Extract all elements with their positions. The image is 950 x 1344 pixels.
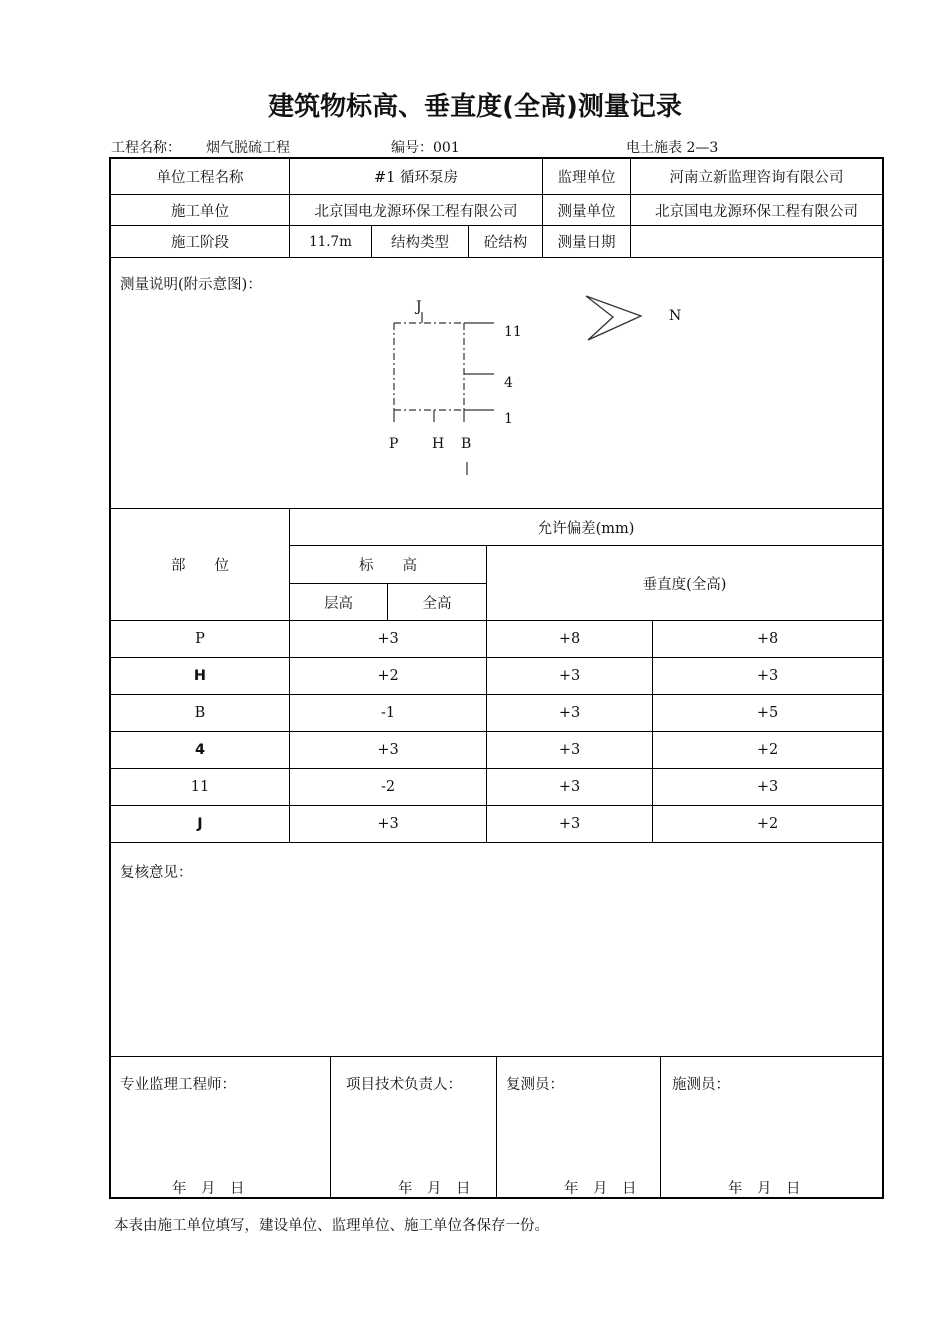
row-vertical-2: +2	[756, 742, 779, 758]
north-arrow-icon	[586, 296, 641, 340]
row-vertical-1: +3	[558, 742, 581, 758]
label-b: B	[461, 436, 472, 452]
row-vertical-2: +8	[756, 631, 779, 647]
tolerance-header: 允许偏差(mm)	[537, 520, 635, 537]
page-title: 建筑物标高、垂直度(全高)测量记录	[268, 92, 682, 122]
review-field[interactable]	[120, 889, 870, 1049]
measurement-diagram	[111, 258, 882, 508]
row-part: B	[194, 705, 206, 721]
row-part: P	[195, 631, 205, 647]
label-4: 4	[504, 375, 513, 391]
row-part: 11	[190, 779, 210, 795]
date-label: 测量日期	[557, 235, 616, 251]
supervisor-value: 河南立新监理咨询有限公司	[669, 170, 844, 186]
supervisor-label: 监理单位	[557, 170, 616, 186]
row-vertical-1: +3	[558, 705, 581, 721]
row-vertical-2: +3	[756, 779, 779, 795]
construction-label: 施工单位	[171, 203, 229, 220]
label-n: N	[669, 308, 682, 324]
unit-project-label: 单位工程名称	[156, 170, 244, 186]
row-vertical-1: +8	[558, 631, 581, 647]
structure-label: 结构类型	[391, 235, 449, 251]
row-elevation: +3	[377, 631, 399, 647]
row-part: J	[197, 816, 203, 832]
row-elevation: +2	[377, 668, 399, 684]
surveyor-label: 施测员：	[672, 1077, 730, 1093]
description-label: 测量说明(附示意图)：	[120, 277, 262, 293]
survey-unit-value: 北京国电龙源环保工程有限公司	[655, 203, 858, 220]
row-elevation: +3	[377, 742, 399, 758]
stage-value: 11.7m	[309, 233, 352, 250]
supervisor-engineer-label: 专业监理工程师：	[120, 1077, 236, 1093]
row-elevation: +3	[377, 816, 399, 832]
supervisor-date: 年 月 日	[172, 1181, 245, 1197]
row-elevation: -2	[380, 779, 396, 795]
form-code: 电土施表 2—3	[626, 140, 719, 156]
building-outline	[394, 323, 464, 410]
unit-project-value: #1 循环泵房	[374, 170, 458, 186]
survey-unit-label: 测量单位	[557, 203, 616, 220]
row-part: H	[193, 668, 207, 684]
project-name-label: 工程名称：	[111, 140, 181, 156]
date-value[interactable]	[631, 226, 882, 257]
surveyor-date: 年 月 日	[728, 1181, 801, 1197]
label-h: H	[432, 436, 445, 452]
row-vertical-2: +2	[756, 816, 779, 832]
label-j: J	[416, 299, 422, 315]
footer-note: 本表由施工单位填写，建设单位、监理单位、施工单位各保存一份。	[114, 1218, 549, 1234]
project-name-value: 烟气脱硫工程	[206, 140, 290, 156]
rechecker-date: 年 月 日	[564, 1181, 637, 1197]
review-label: 复核意见：	[120, 865, 193, 881]
structure-value: 砼结构	[483, 235, 528, 251]
floor-height-header: 层高	[324, 595, 353, 612]
row-part: 4	[194, 742, 206, 758]
label-1: 1	[504, 411, 513, 427]
construction-value: 北京国电龙源环保工程有限公司	[314, 203, 518, 220]
row-vertical-2: +5	[756, 705, 779, 721]
row-vertical-1: +3	[558, 779, 581, 795]
tech-lead-date: 年 月 日	[398, 1181, 471, 1197]
label-11: 11	[504, 324, 522, 340]
full-height-header: 全高	[422, 595, 452, 612]
row-vertical-1: +3	[558, 668, 581, 684]
stage-label: 施工阶段	[171, 235, 229, 251]
tech-lead-label: 项目技术负责人：	[346, 1077, 462, 1093]
row-vertical-1: +3	[558, 816, 581, 832]
part-header: 部 位	[171, 558, 229, 574]
record-table	[109, 157, 884, 1199]
row-elevation: -1	[380, 705, 396, 721]
rechecker-label: 复测员：	[506, 1077, 564, 1093]
elevation-header: 标 高	[359, 558, 417, 574]
verticality-header: 垂直度(全高)	[642, 576, 727, 593]
label-p: P	[389, 436, 399, 452]
row-vertical-2: +3	[756, 668, 779, 684]
form-number: 编号：001	[391, 140, 460, 156]
